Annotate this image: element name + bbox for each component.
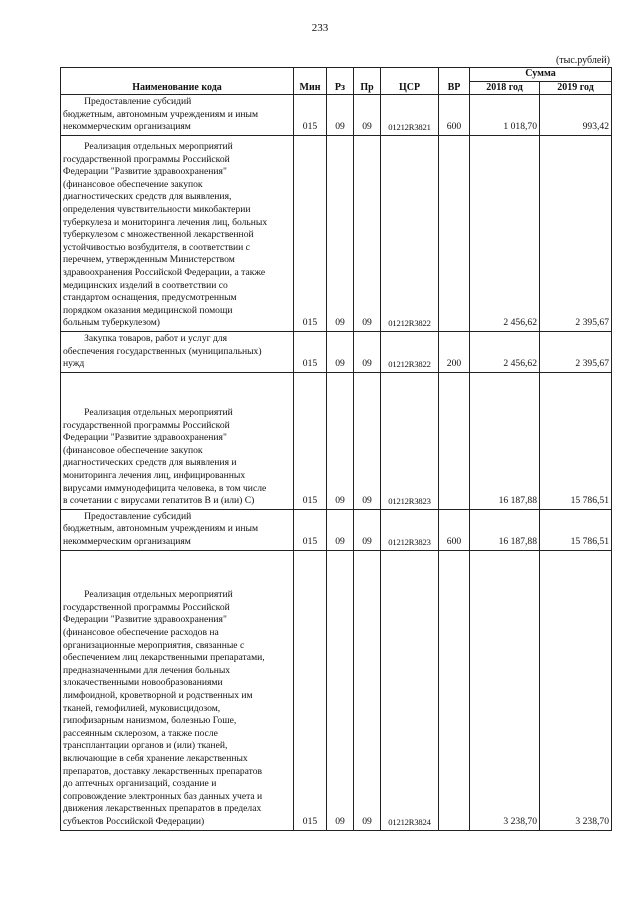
row-2019: 993,42 [540,95,612,136]
row-name [61,372,294,509]
row-name-line: Реализация отдельных мероприятий [84,589,233,601]
row-name-line: (финансовое обеспечение расходов на [63,627,219,639]
row-name-line: перечнем, утвержденным Министерством [63,254,235,266]
row-csr: 01212R3822 [381,135,439,331]
row-name-line: стандартом оснащения, предусмотренным [63,292,237,304]
row-name-line: обеспечения государственных (муниципальных) [63,345,262,357]
row-name [61,550,294,830]
row-name-line: вирусами иммунодефицита человека, в том числе [63,482,267,494]
row-pr: 09 [354,95,381,136]
row-name-line: здравоохранения Российской Федерации, а также [63,267,266,278]
row-name-line: Федерации "Развитие здравоохранения" [63,166,227,178]
row-name-line: государственной программы Российской [63,601,230,613]
row-name-line: Закупка товаров, работ и услуг для [84,332,228,344]
row-2019: 15 786,51 [540,372,612,509]
row-vr [439,550,470,830]
row-name-line: государственной программы Российской [63,419,230,431]
row-name-line: субъектов Российской Федерации) [63,815,205,827]
row-csr: 01212R3824 [381,550,439,830]
row-min: 015 [294,372,327,509]
row-name-line: (финансовое обеспечение закупок [63,444,203,456]
row-name-line: препаратов, доставку лекарственных препаратов [63,765,263,777]
row-pr: 09 [354,135,381,331]
row-name [61,135,294,331]
table-row [61,372,612,509]
row-csr: 01212R3823 [381,509,439,550]
row-csr: 01212R3823 [381,372,439,509]
row-vr [439,372,470,509]
row-vr: 600 [439,95,470,136]
row-min: 015 [294,95,327,136]
row-name-line: диагностических средств для выявления и [63,457,237,469]
row-name-line: организационные мероприятия, связанные с [63,639,245,651]
row-name-line: включающие в себя хранение лекарственных [63,752,248,764]
row-name-line: злокачественными новообразованиями [63,677,223,689]
row-name-line: некоммерческим организациям [63,535,191,547]
row-name-line: туберкулезом с множественной лекарственной [63,229,254,241]
row-csr: 01212R3822 [381,331,439,372]
table-body [61,95,612,830]
row-2018: 1 018,70 [470,95,540,136]
row-name-line: бюджетным, автономным учреждениям и иным [63,108,259,120]
row-min: 015 [294,331,327,372]
row-name-line: движения лекарственных препаратов в пределах [63,803,262,815]
row-name-line: (финансовое обеспечение закупок [63,178,203,190]
row-name-line: рассеянным склерозом, а также после [63,727,218,739]
row-2019: 15 786,51 [540,509,612,550]
units-label: (тыс.рублей) [555,55,610,66]
row-name-line: государственной программы Российской [63,153,230,165]
row-name-line: Реализация отдельных мероприятий [84,141,233,153]
row-name-line: больным туберкулезом) [63,317,160,329]
header-2019: 2019 год [540,81,612,95]
row-pr: 09 [354,372,381,509]
row-name [61,331,294,372]
row-min: 015 [294,550,327,830]
row-vr [439,135,470,331]
table-row [61,550,612,830]
table-row [61,331,612,372]
row-2018: 2 456,62 [470,135,540,331]
row-name-line: предназначенными для лечения больных [63,664,231,676]
row-rz: 09 [327,509,354,550]
row-2018: 2 456,62 [470,331,540,372]
row-2018: 16 187,88 [470,509,540,550]
row-2018: 16 187,88 [470,372,540,509]
row-name-line: порядком оказания медицинской помощи [63,304,233,316]
page-number: 233 [311,22,329,34]
table-row [61,509,612,550]
header-rz: Рз [327,68,354,95]
row-name-line: определения чувствительности микобактерии [63,204,251,216]
row-rz: 09 [327,372,354,509]
row-vr: 200 [439,331,470,372]
row-rz: 09 [327,331,354,372]
row-name-line: обеспечением лиц лекарственными препаратами, [63,652,265,664]
row-csr: 01212R3821 [381,95,439,136]
row-rz: 09 [327,95,354,136]
row-pr: 09 [354,509,381,550]
row-name-line: диагностических средств для выявления, [63,191,232,203]
row-name-line: Предоставление субсидий [84,96,192,108]
row-pr: 09 [354,550,381,830]
row-name [61,509,294,550]
row-min: 015 [294,509,327,550]
header-min: Мин [294,68,327,95]
row-name-line: до аптечных организаций, создание и [63,778,217,790]
header-csr: ЦСР [381,68,439,95]
header-2018: 2018 год [470,81,540,95]
row-rz: 09 [327,135,354,331]
header-name: Наименование кода [61,68,294,95]
header-vr: ВР [439,68,470,95]
row-name-line: мониторинга лечения лиц, инфицированных [63,469,246,481]
row-pr: 09 [354,331,381,372]
row-name-line: устойчивостью возбудителя, в соответствии с [63,241,250,253]
row-name-line: трансплантации органов и (или) тканей, [63,740,228,752]
row-name-line: медицинских изделий в соответствии со [63,279,228,291]
row-name-line: Предоставление субсидий [84,510,192,522]
row-name-line: в сочетании с вирусами гепатитов В и (или) С) [63,495,255,507]
row-min: 015 [294,135,327,331]
row-name-line: лимфоидной, кроветворной и родственных им [63,690,253,701]
header-sum: Сумма [470,68,612,82]
row-name-line: некоммерческим организациям [63,121,191,133]
row-name-line: бюджетным, автономным учреждениям и иным [63,523,259,535]
row-name-line: нужд [63,358,85,370]
row-name [61,95,294,136]
row-2019: 2 395,67 [540,135,612,331]
row-2019: 3 238,70 [540,550,612,830]
row-name-line: гипофизарным нанизмом, болезнью Гоше, [63,715,237,727]
row-name-line: Федерации "Развитие здравоохранения" [63,432,227,444]
row-name-line: туберкулеза и мониторинга лечения лиц, больных [63,216,268,228]
row-name-line: тканей, гемофилией, муковисцидозом, [63,702,221,714]
table-row [61,135,612,331]
row-2018: 3 238,70 [470,550,540,830]
row-rz: 09 [327,550,354,830]
row-name-line: Реализация отдельных мероприятий [84,407,233,418]
header-pr: Пр [354,68,381,95]
budget-table [60,67,612,831]
row-name-line: Федерации "Развитие здравоохранения" [63,614,227,626]
table-row [61,95,612,136]
row-name-line: сопровождение электронных баз данных учета и [63,790,263,802]
row-vr: 600 [439,509,470,550]
row-2019: 2 395,67 [540,331,612,372]
